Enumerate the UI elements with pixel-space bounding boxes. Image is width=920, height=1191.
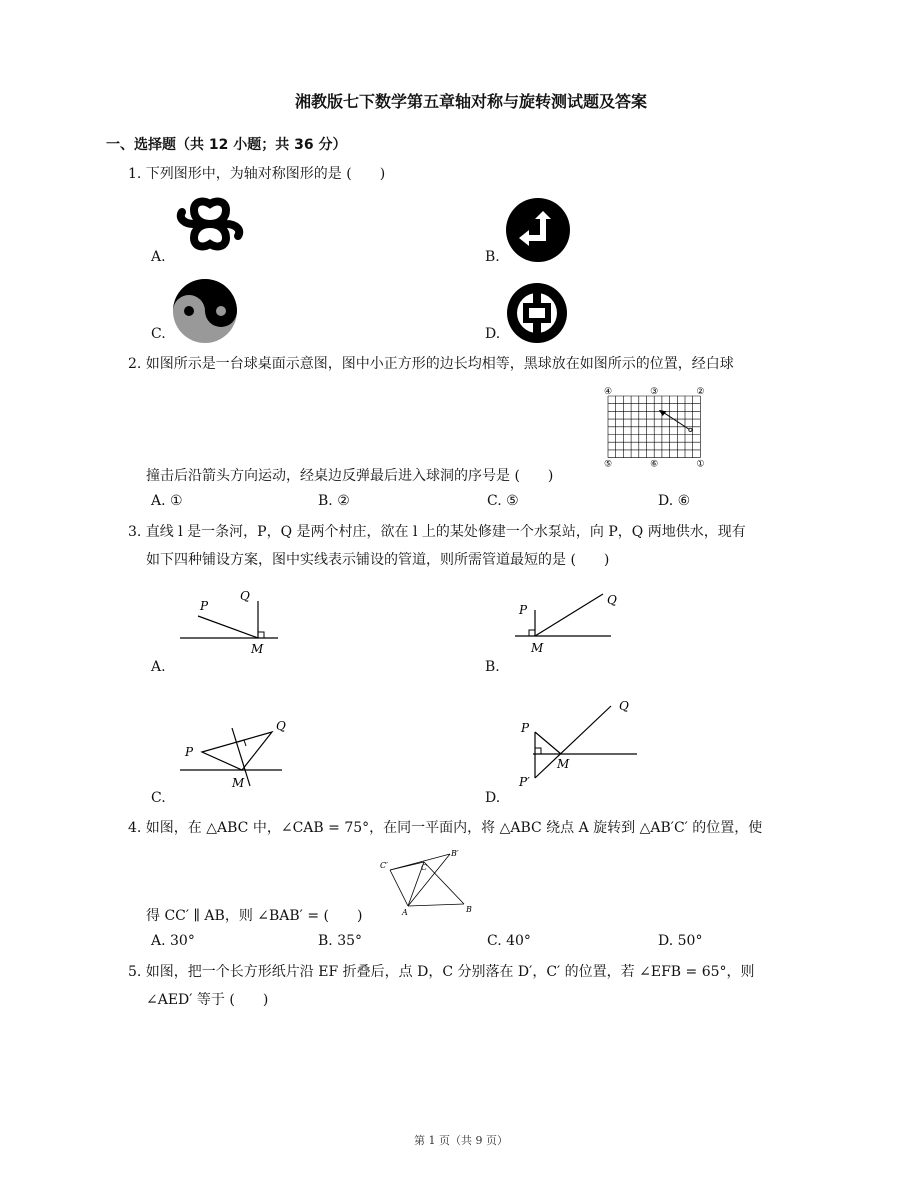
label-a: A xyxy=(402,908,408,917)
q1-option-d: D. xyxy=(485,326,501,342)
q4-stem-line1: 4. 如图，在 △ABC 中，∠CAB = 75°，在同一平面内，将 △ABC 绕点 A 旋转到 △AB′C′ 的位置，使 xyxy=(128,820,763,836)
label-q: Q xyxy=(619,699,629,713)
label-p-prime: P′ xyxy=(519,775,530,789)
ball xyxy=(689,428,692,431)
label-m: M xyxy=(557,757,570,771)
pool-table-diagram xyxy=(600,386,710,472)
q5-stem-line2: ∠AED′ 等于 ( ) xyxy=(146,992,269,1008)
q2-stem-line2: 撞击后沿箭头方向运动，经桌边反弹最后进入球洞的序号是 ( ) xyxy=(146,468,554,484)
section-heading: 一、选择题（共 12 小题；共 36 分） xyxy=(106,137,347,153)
label-c: C xyxy=(421,863,428,872)
pocket-label-top: ② xyxy=(696,387,705,397)
q3-option-b: B. xyxy=(485,659,500,675)
label-q: Q xyxy=(240,589,250,603)
yin-yang-icon xyxy=(172,278,238,344)
pocket-label-top: ④ xyxy=(603,387,613,397)
label-p: P xyxy=(200,599,209,613)
q4-option-a: A. 30° xyxy=(151,933,195,949)
q3-option-d: D. xyxy=(485,790,501,806)
pocket-label-top: ③ xyxy=(650,387,659,397)
label-q: Q xyxy=(607,593,617,607)
q2-option-d: D. ⑥ xyxy=(658,493,691,509)
q4-rotation-figure xyxy=(378,848,478,916)
q2-option-b: B. ② xyxy=(318,493,350,509)
q2-option-a: A. ① xyxy=(151,493,183,509)
q3-figure-d xyxy=(515,698,640,794)
q3-figure-a xyxy=(180,586,280,658)
label-b-prime: B′ xyxy=(451,849,459,858)
q3-stem-line2: 如下四种铺设方案，图中实线表示铺设的管道，则所需管道最短的是 ( ) xyxy=(146,552,610,568)
label-b: B xyxy=(466,905,472,914)
turn-arrow-sign-icon xyxy=(505,197,571,263)
bank-logo-icon xyxy=(506,282,568,344)
pocket-label-bottom: ⑤ xyxy=(603,459,613,470)
pocket-label-bottom: ① xyxy=(696,459,705,470)
q1-option-c: C. xyxy=(151,326,166,342)
pocket-label-bottom: ⑥ xyxy=(650,459,659,470)
label-q: Q xyxy=(276,719,286,733)
q2-stem-line1: 2. 如图所示是一台球桌面示意图，图中小正方形的边长均相等，黑球放在如图所示的位置，经白球 xyxy=(128,356,734,372)
q3-figure-c xyxy=(180,714,290,792)
q1-stem: 1. 下列图形中，为轴对称图形的是 ( ) xyxy=(128,166,386,182)
q4-option-b: B. 35° xyxy=(318,933,363,949)
label-m: M xyxy=(531,641,544,655)
q2-option-c: C. ⑤ xyxy=(487,493,519,509)
page-title: 湘教版七下数学第五章轴对称与旋转测试题及答案 xyxy=(295,92,648,111)
label-c-prime: C′ xyxy=(380,861,388,870)
q4-option-d: D. 50° xyxy=(658,933,703,949)
label-p: P xyxy=(519,603,528,617)
q3-stem-line1: 3. 直线 l 是一条河，P，Q 是两个村庄，欲在 l 上的某处修建一个水泵站，向 P，Q 两地供水，现有 xyxy=(128,524,746,540)
q4-option-c: C. 40° xyxy=(487,933,531,949)
q1-option-a: A. xyxy=(151,249,166,265)
page-footer: 第 1 页（共 9 页） xyxy=(414,1134,508,1147)
q3-option-c: C. xyxy=(151,790,166,806)
knot-emblem-icon xyxy=(172,196,248,252)
label-m: M xyxy=(251,642,264,656)
q5-stem-line1: 5. 如图，把一个长方形纸片沿 EF 折叠后，点 D，C 分别落在 D′，C′ 的位置，若 ∠EFB = 65°，则 xyxy=(128,964,755,980)
q3-option-a: A. xyxy=(151,659,166,675)
q4-stem-line2: 得 CC′ ∥ AB，则 ∠BAB′ = ( ) xyxy=(146,908,363,924)
q1-option-b: B. xyxy=(485,249,500,265)
label-p: P xyxy=(185,745,194,759)
arrow-head xyxy=(659,410,667,416)
label-m: M xyxy=(232,776,245,790)
label-p: P xyxy=(521,721,530,735)
q3-figure-b xyxy=(515,586,625,658)
